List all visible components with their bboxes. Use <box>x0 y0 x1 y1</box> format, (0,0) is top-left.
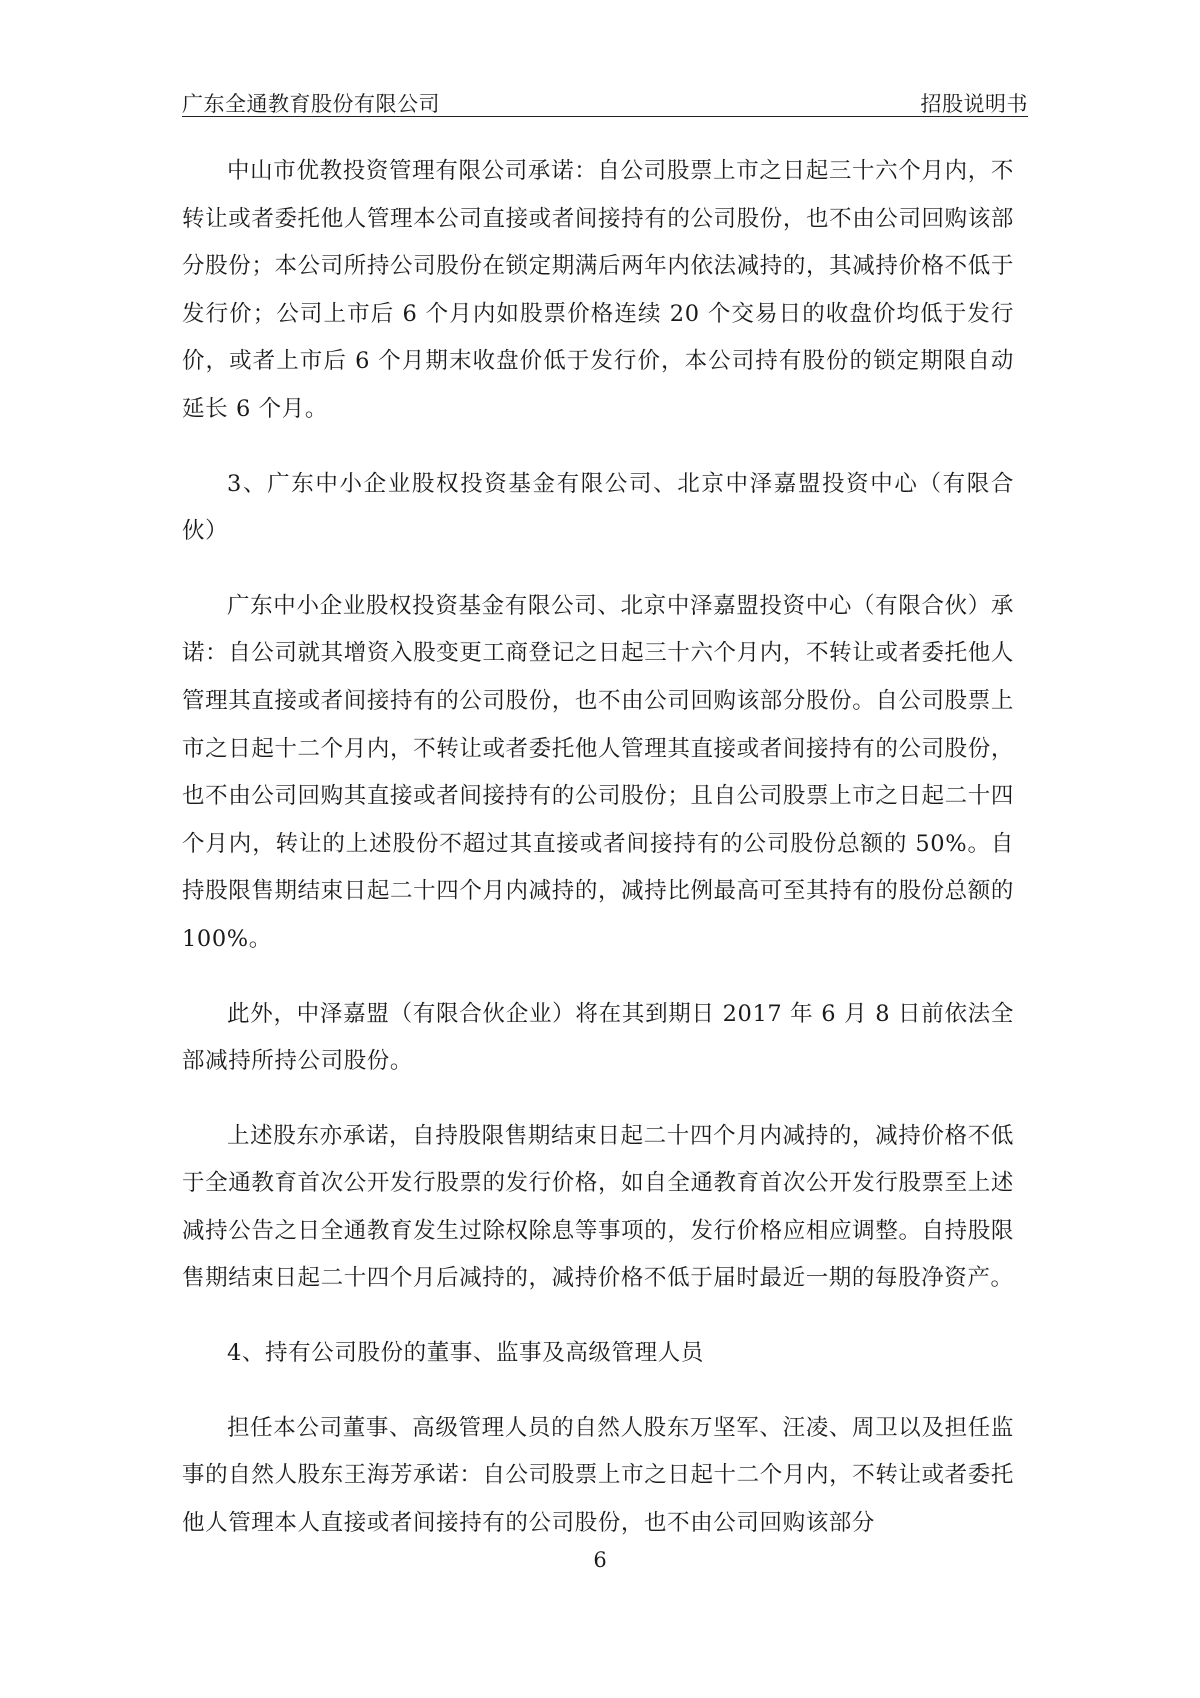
document-body <box>182 148 1014 1574</box>
page-header <box>182 84 1028 117</box>
paragraph-zhongze-reduction: 此外，中泽嘉盟（有限合伙企业）将在其到期日 2017 年 6 月 8 日前依法全部减持所持公司股份。 <box>182 1000 1014 1075</box>
paragraph-director-commitment: 担任本公司董事、高级管理人员的自然人股东万坚军、汪凌、周卫以及担任监事的自然人股东王海芳承诺：自公司股票上市之日起十二个月内，不转让或者委托他人管理本人直接或者间接持有的公司股份，也不由公司回购该部分 <box>182 1414 1014 1536</box>
section-heading-4: 4、持有公司股份的董事、监事及高级管理人员 <box>227 1340 704 1367</box>
page-number: 6 <box>593 1548 607 1572</box>
section-heading-3: 3、广东中小企业股权投资基金有限公司、北京中泽嘉盟投资中心（有限合伙） <box>182 470 1014 545</box>
header-company-name: 广东全通教育股份有限公司 <box>182 92 440 116</box>
paragraph-shareholder-price-commitment: 上述股东亦承诺，自持股限售期结束日起二十四个月内减持的，减持价格不低于全通教育首次公开发行股票的发行价格，如自全通教育首次公开发行股票至上述减持公告之日全通教育发生过除权除息等事项的，发行价格应相应调整。自持股限售期结束日起二十四个月后减持的，减持价格不低于届时最近一期的每股净资产。 <box>182 1122 1014 1292</box>
header-document-type: 招股说明书 <box>920 92 1028 116</box>
paragraph-fund-commitment: 广东中小企业股权投资基金有限公司、北京中泽嘉盟投资中心（有限合伙）承诺：自公司就其增资入股变更工商登记之日起三十六个月内，不转让或者委托他人管理其直接或者间接持有的公司股份，也不由公司回购该部分股份。自公司股票上市之日起十二个月内，不转让或者委托他人管理其直接或者间接持有的公司股份，也不由公司回购其直接或者间接持有的公司股份；且自公司股票上市之日起二十四个月内，转让的上述股份不超过其直接或者间接持有的公司股份总额的 50%。自持股限售期结束日起二十四个月内减持的，减持比例最高可至其持有的股份总额的 100%。 <box>182 592 1014 952</box>
paragraph-youjiao-commitment: 中山市优教投资管理有限公司承诺：自公司股票上市之日起三十六个月内，不转让或者委托他人管理本公司直接或者间接持有的公司股份，也不由公司回购该部分股份；本公司所持公司股份在锁定期满后两年内依法减持的，其减持价格不低于发行价；公司上市后 6 个月内如股票价格连续 20 个交易日的收盘价均低于发行价，或者上市后 6 个月期末收盘价低于发行价，本公司持有股份的锁定期限自动延长 6 个月。 <box>182 158 1014 422</box>
